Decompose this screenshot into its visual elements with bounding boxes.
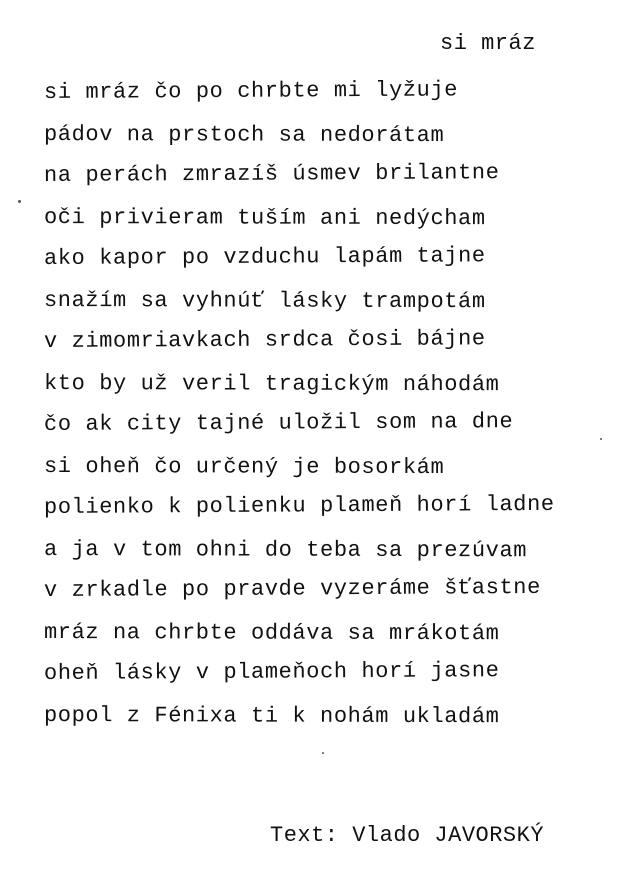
scan-speck <box>18 200 21 203</box>
poem-line: ako kapor po vzduchu lapám tajne <box>43 243 486 271</box>
poem-line: pádov na prstoch sa nedorátam <box>43 121 445 148</box>
poem-line: čo ak city tajné uložil som na dne <box>43 409 514 437</box>
poem-line: si oheň čo určený je bosorkám <box>43 453 445 480</box>
poem-body <box>44 72 555 736</box>
poem-line: kto by už veril tragickým náhodám <box>43 370 500 397</box>
poem-line: polienko k polienku plameň horí ladne <box>43 491 555 520</box>
poem-title: si mráz <box>440 31 536 56</box>
poem-line: a ja v tom ohni do teba sa prezúvam <box>43 536 528 563</box>
poem-line: na perách zmrazíš úsmev brilantne <box>43 160 500 188</box>
poem-line: v zrkadle po pravde vyzeráme šťastne <box>43 574 541 603</box>
poem-line: mráz na chrbte oddáva sa mrákotám <box>43 619 500 646</box>
poem-line: oheň lásky v plameňoch horí jasne <box>43 658 500 686</box>
poem-line: si mráz čo po chrbte mi lyžuje <box>43 77 459 105</box>
poem-line: oči privieram tuším ani nedýcham <box>43 204 486 231</box>
scan-speck <box>600 438 602 440</box>
poem-line: popol z Fénixa ti k nohám ukladám <box>43 702 500 729</box>
author-credit: Text: Vlado JAVORSKÝ <box>270 823 545 848</box>
poem-line: snažím sa vyhnúť lásky trampotám <box>43 287 486 314</box>
poem-line: v zimomriavkach srdca čosi bájne <box>43 326 486 354</box>
scan-speck <box>322 752 324 754</box>
